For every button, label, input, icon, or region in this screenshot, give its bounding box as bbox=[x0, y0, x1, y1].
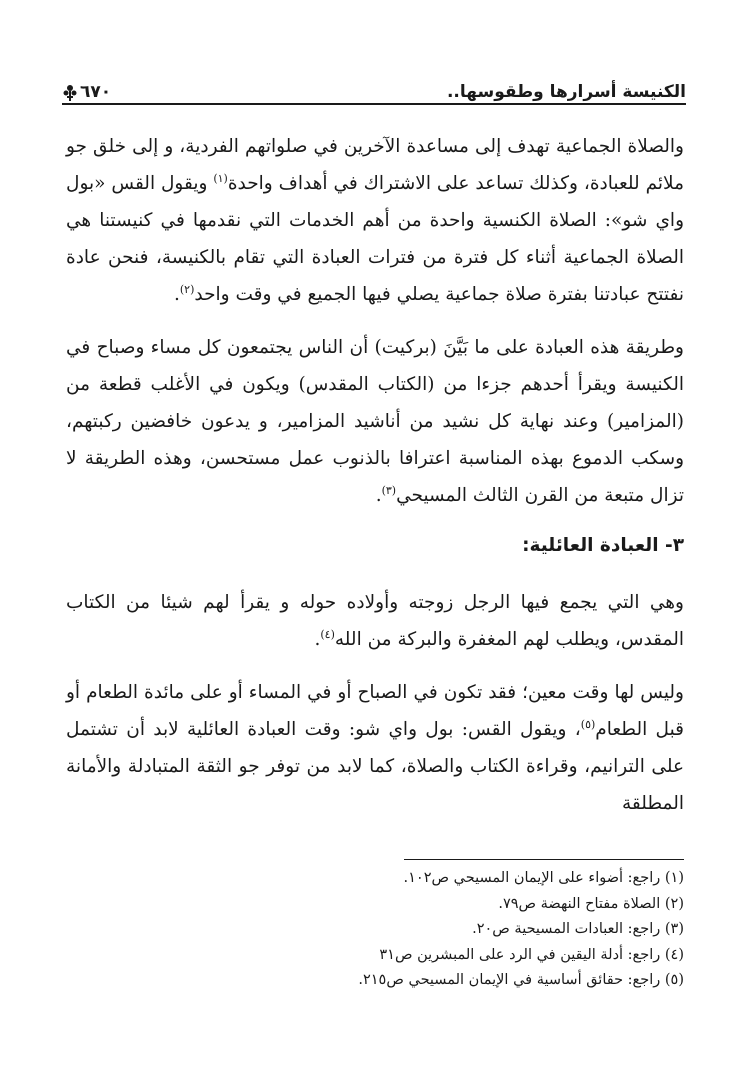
footnote-divider bbox=[404, 859, 684, 860]
sentence-end: . bbox=[173, 284, 180, 305]
footnote-item: (٥) راجع: حقائق أساسية في الإيمان المسيحي ص٢١٥. bbox=[358, 972, 684, 988]
section-heading: ٣- العبادة العائلية: bbox=[522, 535, 684, 556]
sentence-end: . bbox=[375, 485, 382, 506]
main-text bbox=[66, 128, 684, 822]
sentence-end: . bbox=[314, 629, 321, 650]
paragraph-worship-time bbox=[66, 674, 684, 822]
footnote-item: (٣) راجع: العبادات المسيحية ص٢٠. bbox=[472, 921, 684, 937]
paragraph-family-worship bbox=[66, 584, 684, 658]
paragraph-text: ، ويقول القس: بول واي شو: وقت العبادة العائلية لابد أن تشتمل على الترانيم، وقراءة الكتاب والصلاة، كما لابد من توفر جو الثقة المتبادلة والأمانة المطلقة bbox=[66, 719, 684, 814]
footnotes-list bbox=[300, 866, 684, 994]
page-number: ٦٧٠ bbox=[80, 82, 112, 102]
footnote-ref-4: (٤) bbox=[320, 627, 335, 641]
paragraph-text: ويقول القس «بول واي شو»: الصلاة الكنسية واحدة من أهم الخدمات التي نقدمها في كنيستنا هي الصلاة الجماعية أثناء كل فترة من فترات العبادة التي تقام بالكنيسة، فنحن عادة نفتتح عبادتنا بفترة صلاة جماعية يصلي فيها الجميع في وقت واحد bbox=[66, 173, 684, 305]
footnote-ref-5: (٥) bbox=[580, 717, 596, 731]
paragraph-group-prayer bbox=[66, 128, 684, 313]
decorative-floral-icon bbox=[62, 84, 78, 102]
footnote-item: (٤) راجع: أدلة اليقين في الرد على المبشرين ص٣١ bbox=[379, 946, 684, 963]
footnote-ref-3: (٣) bbox=[381, 483, 397, 497]
paragraph-text: وهي التي يجمع فيها الرجل زوجته وأولاده حوله و يقرأ لهم شيئا من الكتاب المقدس، ويطلب لهم المغفرة والبركة من الله bbox=[66, 592, 684, 650]
footnote-ref-1: (١) bbox=[213, 171, 228, 185]
paragraph-text: والصلاة الجماعية تهدف إلى مساعدة الآخرين في صلواتهم الفردية، و إلى خلق جو ملائم للعبادة، وكذلك تساعد على الاشتراك في أهداف واحدة bbox=[66, 136, 684, 194]
header-divider bbox=[62, 103, 686, 105]
footnote-item: (٢) الصلاة مفتاح النهضة ص٧٩. bbox=[498, 895, 684, 912]
paragraph-text: وليس لها وقت معين؛ فقد تكون في الصباح أو في المساء أو على مائدة الطعام أو قبل الطعام bbox=[66, 682, 684, 740]
footnote-ref-2: (٢) bbox=[179, 282, 195, 296]
paragraph-worship-method bbox=[66, 329, 684, 514]
paragraph-text: وطريقة هذه العبادة على ما بَيَّنَ (بركيت) أن الناس يجتمعون كل مساء وصباح في الكنيسة ويقرأ أحدهم جزءا من (الكتاب المقدس) ويكون في الأغلب قطعة من (المزامير) وعند نهاية كل نشيد من أناشيد المزامير، و يدعون خافضين ركبتهم، وسكب الدموع بهذه المناسبة اعترافا بالذنوب عمل مستحسن، وهذه الطريقة لا تزال متبعة من القرن الثالث المسيحي bbox=[66, 337, 684, 506]
header-title: الكنيسة أسرارها وطقوسها.. bbox=[446, 82, 686, 102]
footnote-item: (١) راجع: أضواء على الإيمان المسيحي ص١٠٢. bbox=[403, 870, 684, 886]
page-number-group bbox=[62, 82, 111, 102]
running-header bbox=[62, 76, 686, 102]
